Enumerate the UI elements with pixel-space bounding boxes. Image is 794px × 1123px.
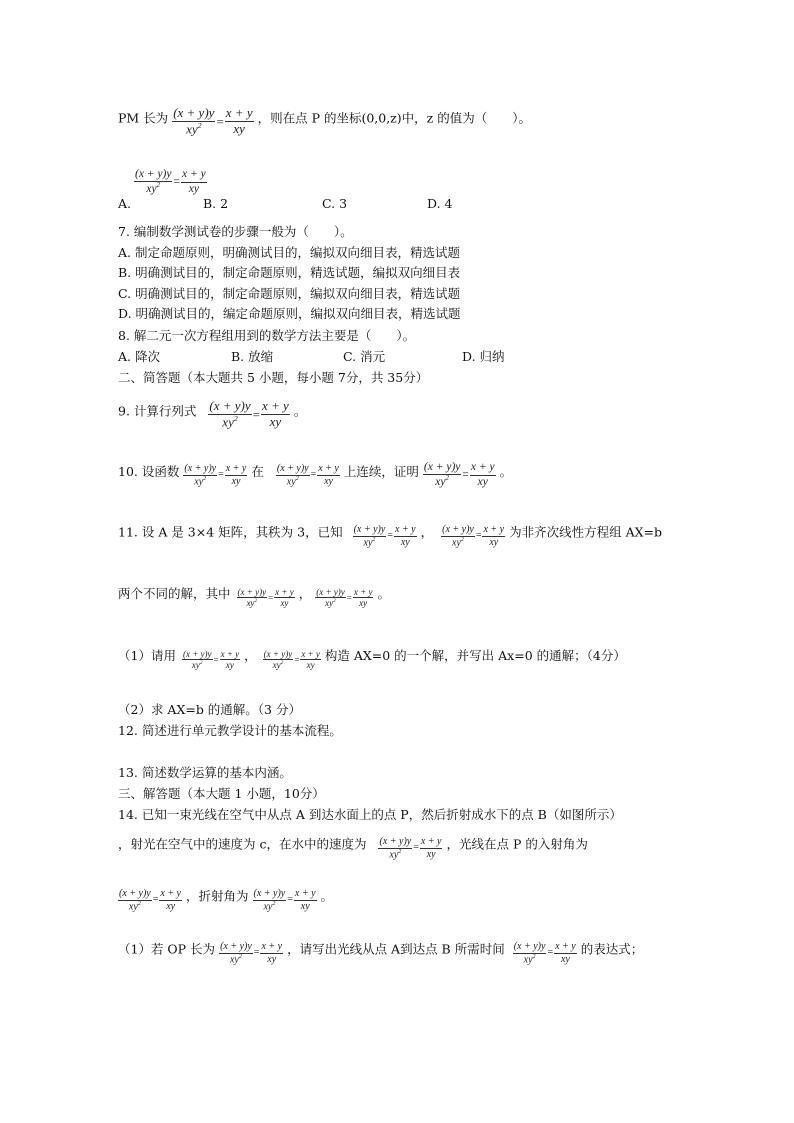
equals-sign: = bbox=[216, 113, 224, 129]
fraction-lhs bbox=[441, 524, 475, 548]
numerator: (x + y)y bbox=[209, 398, 251, 413]
numerator: (x + y)y bbox=[423, 461, 461, 475]
denominator: $xy^2$ bbox=[128, 900, 141, 912]
fraction-rhs bbox=[394, 524, 417, 548]
text: 在 bbox=[251, 463, 264, 479]
denominator: $xy^2$ bbox=[186, 120, 202, 137]
q9 bbox=[118, 399, 306, 430]
fraction-lhs bbox=[237, 587, 268, 609]
denominator: xy bbox=[269, 414, 282, 430]
denominator: $xy^2$ bbox=[435, 475, 449, 489]
q7-option-d: D. 明确测试目的，编定命题原则，编拟双向细目表，精选试题 bbox=[118, 306, 461, 321]
text: 9. 计算行列式 bbox=[118, 403, 197, 419]
option-b: B. 放缩 bbox=[231, 349, 274, 364]
numerator: x + y bbox=[483, 524, 505, 536]
q14-line3 bbox=[118, 888, 333, 912]
text: ，折射角为 bbox=[186, 888, 249, 904]
denominator: xy bbox=[426, 848, 436, 860]
equals-sign: = bbox=[413, 842, 419, 854]
formula-image bbox=[182, 649, 240, 671]
equals-sign: = bbox=[547, 947, 554, 959]
equals-sign: = bbox=[213, 654, 219, 665]
numerator: (x + y)y bbox=[184, 463, 217, 475]
formula-image bbox=[183, 463, 247, 487]
equals-sign: = bbox=[173, 176, 180, 189]
formula-image bbox=[219, 941, 283, 965]
q6-stem bbox=[118, 106, 531, 137]
denominator: xy bbox=[477, 475, 488, 488]
denominator: xy bbox=[359, 598, 368, 609]
q11-sub1 bbox=[118, 648, 626, 671]
denominator: xy bbox=[324, 475, 333, 487]
text: ， bbox=[420, 524, 434, 540]
q10 bbox=[118, 461, 512, 489]
numerator: (x + y)y bbox=[237, 587, 267, 598]
option-c: C. 3 bbox=[322, 196, 348, 211]
denominator: xy bbox=[231, 475, 241, 487]
fraction-lhs bbox=[118, 888, 152, 912]
text: 上连续，证明 bbox=[343, 463, 419, 479]
text: 两个不同的解，其中 bbox=[118, 586, 231, 601]
formula-image bbox=[208, 399, 289, 430]
section-heading-short-answer: 二、简答题（本大题共 5 小题，每小题 7分，共 35分） bbox=[118, 370, 429, 385]
numerator: x + y bbox=[275, 587, 294, 598]
option-d: D. 4 bbox=[427, 196, 453, 211]
fraction-lhs bbox=[219, 941, 253, 965]
denominator: $xy^2$ bbox=[272, 660, 284, 671]
numerator: x + y bbox=[225, 463, 247, 475]
text: 。 bbox=[293, 403, 307, 419]
fraction-rhs bbox=[225, 463, 248, 487]
formula-image bbox=[134, 168, 207, 196]
numerator: x + y bbox=[555, 941, 576, 953]
fraction-rhs bbox=[225, 106, 254, 137]
fraction-rhs bbox=[159, 888, 182, 912]
text: PM 长为 bbox=[118, 110, 169, 126]
option-a: A. 降次 bbox=[118, 349, 160, 364]
formula-image bbox=[441, 524, 505, 548]
formula-image bbox=[172, 106, 253, 137]
q13: 13. 简述数学运算的基本内涵。 bbox=[118, 765, 292, 780]
numerator: (x + y)y bbox=[182, 649, 212, 660]
denominator: $xy^2$ bbox=[194, 475, 207, 488]
fraction-lhs bbox=[183, 463, 217, 487]
q11-line2 bbox=[118, 586, 390, 609]
q7-stem: 7. 编制数学测试卷的步骤一般为（ ）。 bbox=[118, 224, 353, 239]
fraction-lhs bbox=[182, 649, 213, 671]
denominator: xy bbox=[225, 660, 234, 671]
text: ，则在点 P 的坐标(0,0,z)中，z 的值为（ ）。 bbox=[257, 110, 531, 126]
numerator: x + y bbox=[262, 398, 289, 414]
denominator: $xy^2$ bbox=[229, 953, 242, 965]
q12: 12. 简述进行单元教学设计的基本流程。 bbox=[118, 723, 342, 738]
text: 为非齐次线性方程组 AX=b bbox=[509, 524, 662, 540]
numerator: x + y bbox=[261, 941, 283, 953]
text: ， bbox=[244, 648, 257, 663]
formula-image bbox=[315, 587, 373, 609]
denominator: xy bbox=[188, 182, 199, 195]
q14-stem: 14. 已知一束光线在空气中从点 A 到达水面上的点 P，然后折射成水下的点 B（如图所示） bbox=[118, 807, 622, 822]
denominator: xy bbox=[267, 953, 277, 965]
formula-image bbox=[237, 587, 295, 609]
numerator: (x + y)y bbox=[379, 836, 412, 847]
fraction-lhs bbox=[253, 888, 287, 912]
equals-sign: = bbox=[462, 469, 469, 482]
numerator: (x + y)y bbox=[263, 649, 293, 660]
numerator: x + y bbox=[420, 836, 442, 848]
fraction-lhs bbox=[353, 524, 387, 548]
q7-option-b: B. 明确测试目的，制定命题原则，精选试题，编拟双向细目表 bbox=[118, 265, 461, 280]
fraction-rhs bbox=[261, 399, 290, 430]
q11-sub2: （2）求 AX=b 的通解。（3 分） bbox=[118, 702, 301, 717]
numerator: (x + y)y bbox=[119, 888, 151, 899]
q11 bbox=[118, 524, 662, 548]
equals-sign: = bbox=[346, 592, 352, 603]
formula-image bbox=[353, 524, 417, 548]
formula-image bbox=[423, 461, 496, 489]
formula-image bbox=[253, 888, 317, 912]
fraction-rhs bbox=[353, 587, 374, 609]
q8-stem: 8. 解二元一次方程组用到的数学方法主要是（ ）。 bbox=[118, 328, 416, 343]
denominator: xy bbox=[489, 536, 499, 548]
denominator: xy bbox=[560, 953, 570, 965]
numerator: (x + y)y bbox=[134, 168, 172, 182]
numerator: (x + y)y bbox=[442, 524, 474, 535]
q7-option-a: A. 制定命题原则，明确测试目的，编拟双向细目表，精选试题 bbox=[118, 245, 460, 260]
option-d: D. 归纳 bbox=[462, 349, 505, 364]
denominator: xy bbox=[300, 900, 310, 912]
option-c: C. 消元 bbox=[343, 349, 386, 364]
equals-sign: = bbox=[218, 469, 224, 481]
denominator: xy bbox=[233, 121, 245, 137]
equals-sign: = bbox=[387, 530, 393, 542]
numerator: x + y bbox=[301, 649, 320, 660]
equals-sign: = bbox=[253, 947, 260, 959]
numerator: x + y bbox=[394, 524, 416, 536]
denominator: $xy^2$ bbox=[325, 598, 336, 609]
fraction-lhs bbox=[378, 836, 412, 860]
denominator: $xy^2$ bbox=[389, 848, 402, 860]
section-heading-solution: 三、解答题（本大题 1 小题，10分） bbox=[118, 786, 325, 801]
denominator: $xy^2$ bbox=[523, 953, 536, 965]
fraction-rhs bbox=[300, 649, 321, 671]
equals-sign: = bbox=[475, 530, 482, 542]
numerator: x + y bbox=[294, 888, 316, 900]
equals-sign: = bbox=[268, 592, 274, 603]
fraction-lhs bbox=[172, 106, 215, 137]
fraction-lhs bbox=[423, 461, 461, 489]
fraction-lhs bbox=[208, 399, 251, 430]
fraction-lhs bbox=[134, 168, 172, 196]
numerator: x + y bbox=[181, 168, 207, 182]
text: 10. 设函数 bbox=[118, 463, 180, 479]
fraction-rhs bbox=[260, 941, 283, 965]
numerator: (x + y)y bbox=[353, 524, 386, 535]
text: 。 bbox=[377, 586, 390, 601]
q14-line2 bbox=[118, 836, 588, 860]
numerator: (x + y)y bbox=[253, 888, 286, 899]
q7-option-c: C. 明确测试目的，制定命题原则，编拟双向细目表，精选试题 bbox=[118, 286, 461, 301]
formula-image bbox=[378, 836, 442, 860]
fraction-rhs bbox=[181, 168, 207, 195]
fraction-rhs bbox=[470, 461, 496, 488]
text: 。 bbox=[320, 888, 334, 904]
text: ，请写出光线从点 A到达点 B 所需时间 bbox=[287, 941, 505, 957]
fraction-rhs bbox=[294, 888, 317, 912]
denominator: $xy^2$ bbox=[363, 536, 376, 548]
fraction-lhs bbox=[276, 463, 310, 487]
numerator: x + y bbox=[353, 587, 373, 598]
numerator: x + y bbox=[225, 105, 253, 121]
denominator: $xy^2$ bbox=[191, 660, 203, 671]
denominator: xy bbox=[306, 660, 315, 671]
fraction-rhs bbox=[274, 587, 295, 609]
fraction-rhs bbox=[554, 941, 577, 965]
formula-image bbox=[276, 463, 340, 487]
text: ， bbox=[298, 586, 312, 601]
option-a: A. bbox=[118, 196, 132, 211]
fraction-rhs bbox=[482, 524, 505, 548]
q14-sub1 bbox=[118, 941, 643, 965]
fraction-lhs bbox=[263, 649, 294, 671]
text: 11. 设 A 是 3×4 矩阵，其秩为 3，已知 bbox=[118, 524, 343, 540]
fraction-rhs bbox=[420, 836, 443, 860]
numerator: x + y bbox=[470, 461, 496, 475]
denominator: $xy^2$ bbox=[452, 536, 464, 548]
text: ，光线在点 P 的入射角为 bbox=[446, 836, 588, 852]
fraction-rhs bbox=[317, 463, 340, 487]
denominator: $xy^2$ bbox=[286, 475, 299, 488]
numerator: x + y bbox=[160, 888, 181, 900]
equals-sign: = bbox=[294, 654, 300, 665]
text: 。 bbox=[499, 463, 513, 479]
numerator: x + y bbox=[318, 463, 339, 475]
fraction-rhs bbox=[220, 649, 241, 671]
formula-image bbox=[118, 888, 182, 912]
numerator: (x + y)y bbox=[316, 587, 345, 598]
equals-sign: = bbox=[152, 894, 159, 906]
text: 构造 AX=0 的一个解，并写出 Ax=0 的通解；（4分） bbox=[324, 648, 626, 663]
text: （1）若 OP 长为 bbox=[118, 941, 216, 957]
fraction-lhs bbox=[513, 941, 547, 965]
option-b: B. 2 bbox=[203, 196, 229, 211]
numerator: (x + y)y bbox=[513, 941, 546, 952]
text: ，射光在空气中的速度为 c，在水中的速度为 bbox=[118, 836, 367, 852]
denominator: $xy^2$ bbox=[146, 182, 161, 196]
denominator: $xy^2$ bbox=[246, 598, 258, 609]
numerator: (x + y)y bbox=[220, 941, 252, 952]
fraction-lhs bbox=[315, 587, 346, 609]
denominator: xy bbox=[166, 900, 176, 912]
formula-image bbox=[513, 941, 577, 965]
denominator: xy bbox=[400, 536, 410, 548]
denominator: $xy^2$ bbox=[222, 413, 238, 430]
denominator: xy bbox=[280, 598, 289, 609]
equals-sign: = bbox=[287, 894, 293, 906]
text: （1）请用 bbox=[118, 648, 176, 663]
numerator: (x + y)y bbox=[173, 105, 215, 120]
denominator: $xy^2$ bbox=[263, 900, 276, 912]
equals-sign: = bbox=[252, 406, 260, 422]
equals-sign: = bbox=[310, 469, 317, 481]
numerator: x + y bbox=[220, 649, 240, 660]
numerator: (x + y)y bbox=[276, 463, 309, 475]
q6-options bbox=[118, 168, 718, 211]
text: 的表达式； bbox=[580, 941, 644, 957]
formula-image bbox=[263, 649, 321, 671]
